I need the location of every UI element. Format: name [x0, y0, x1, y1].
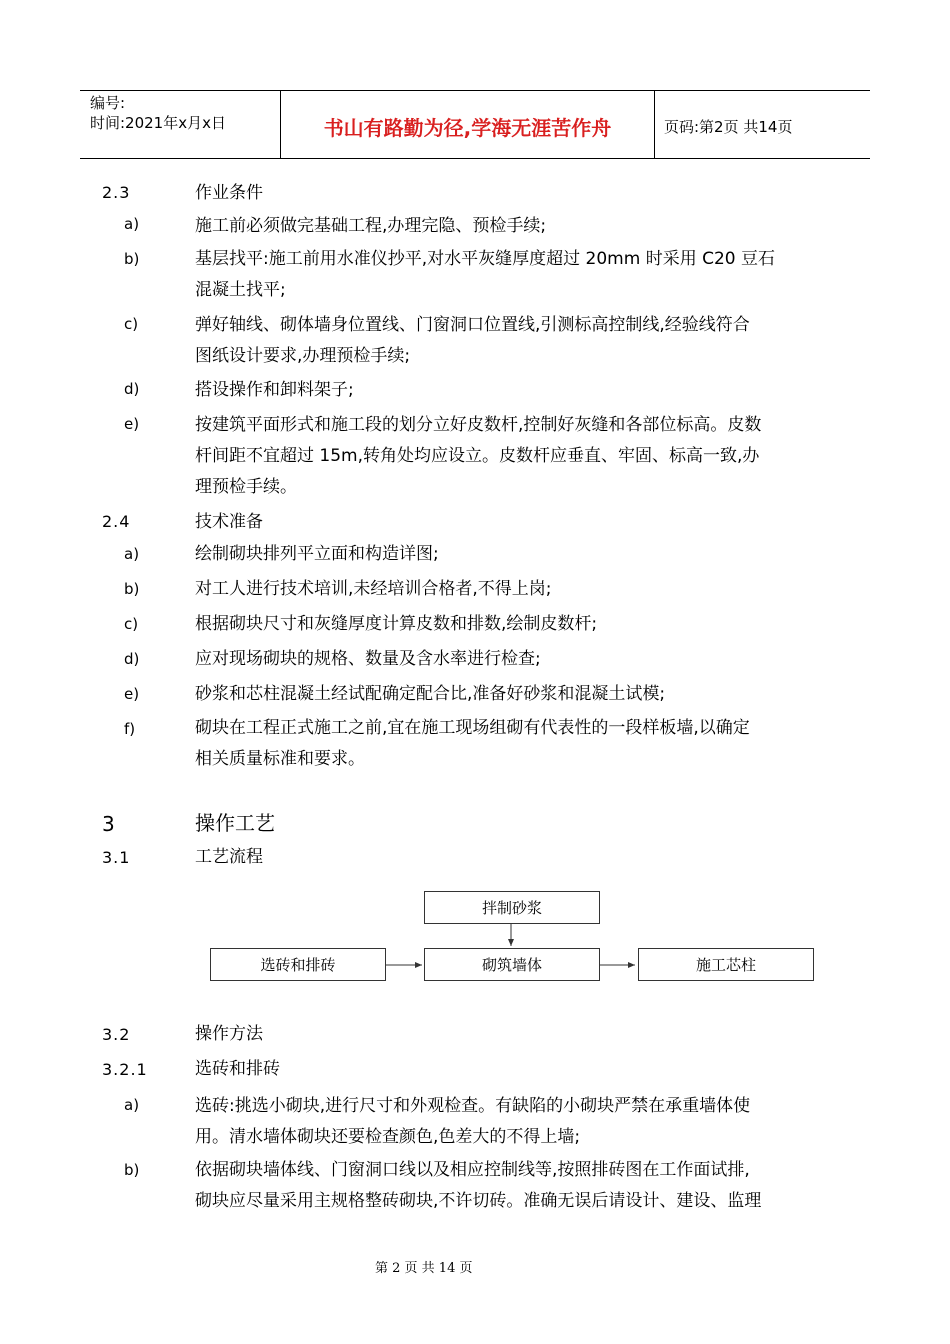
- section-number-3: 3: [102, 812, 116, 836]
- section-title-3-1: 工艺流程: [195, 847, 263, 867]
- list-item: 选砖:挑选小砌块,进行尺寸和外观检查。有缺陷的小砌块严禁在承重墙体使 用。清水墙体砌块还要检查颜色,色差大的不得上墙;: [195, 1096, 751, 1147]
- list-item: 依据砌块墙体线、门窗洞口线以及相应控制线等,按照排砖图在工作面试排, 砌块应尽量采用主规格整砖砌块,不许切砖。准确无误后请设计、建设、监理: [195, 1160, 762, 1211]
- list-item: 对工人进行技术培训,未经培训合格者,不得上岗;: [195, 579, 552, 599]
- item-marker: a): [124, 1096, 140, 1114]
- item-marker: e): [124, 415, 140, 433]
- page-info: 页码:第2页 共14页: [664, 118, 793, 136]
- item-marker: d): [124, 650, 140, 668]
- section-number-2-4: 2.4: [102, 512, 131, 531]
- time-label: 时间:2021年x月x日: [90, 114, 226, 132]
- motto: 书山有路勤为径,学海无涯苦作舟: [281, 91, 655, 158]
- item-marker: f): [124, 720, 136, 738]
- list-item: 砌块在工程正式施工之前,宜在施工现场组砌有代表性的一段样板墙,以确定 相关质量标准和要求。: [195, 718, 750, 769]
- section-number-3-1: 3.1: [102, 848, 131, 867]
- list-item: 基层找平:施工前用水准仪抄平,对水平灰缝厚度超过 20mm 时采用 C20 豆石 混凝土找平;: [195, 249, 775, 300]
- item-marker: e): [124, 685, 140, 703]
- serial-label: 编号:: [90, 94, 126, 112]
- flow-box-build-wall: 砌筑墙体: [424, 948, 600, 981]
- list-item: 根据砌块尺寸和灰缝厚度计算皮数和排数,绘制皮数杆;: [195, 614, 598, 634]
- section-number-2-3: 2.3: [102, 183, 131, 202]
- list-item: 搭设操作和卸料架子;: [195, 380, 354, 400]
- item-marker: a): [124, 215, 140, 233]
- section-title-2-4: 技术准备: [195, 512, 263, 532]
- list-item: 按建筑平面形式和施工段的划分立好皮数杆,控制好灰缝和各部位标高。皮数 杆间距不宜超过 15m,转角处均应设立。皮数杆应垂直、牢固、标高一致,办 理预检手续。: [195, 415, 762, 497]
- item-marker: c): [124, 615, 139, 633]
- section-title-2-3: 作业条件: [195, 183, 263, 203]
- list-item: 砂浆和芯柱混凝土经试配确定配合比,准备好砂浆和混凝土试模;: [195, 684, 666, 704]
- item-marker: b): [124, 1161, 140, 1179]
- item-marker: b): [124, 250, 140, 268]
- section-title-3-2: 操作方法: [195, 1024, 263, 1044]
- section-number-3-2-1: 3.2.1: [102, 1060, 148, 1079]
- page-footer: 第 2 页 共 14 页: [375, 1261, 473, 1276]
- list-item: 绘制砌块排列平立面和构造详图;: [195, 544, 439, 564]
- section-title-3: 操作工艺: [195, 811, 275, 835]
- section-number-3-2: 3.2: [102, 1025, 131, 1044]
- item-marker: c): [124, 315, 139, 333]
- list-item: 应对现场砌块的规格、数量及含水率进行检查;: [195, 649, 541, 669]
- item-marker: a): [124, 545, 140, 563]
- flow-box-mix-mortar: 拌制砂浆: [424, 891, 600, 924]
- list-item: 施工前必须做完基础工程,办理完隐、预检手续;: [195, 216, 547, 236]
- item-marker: d): [124, 380, 140, 398]
- item-marker: b): [124, 580, 140, 598]
- flow-box-core-column: 施工芯柱: [638, 948, 814, 981]
- list-item: 弹好轴线、砌体墙身位置线、门窗洞口位置线,引测标高控制线,经验线符合 图纸设计要求,办理预检手续;: [195, 315, 750, 366]
- section-title-3-2-1: 选砖和排砖: [195, 1059, 280, 1079]
- flow-box-select-bricks: 选砖和排砖: [210, 948, 386, 981]
